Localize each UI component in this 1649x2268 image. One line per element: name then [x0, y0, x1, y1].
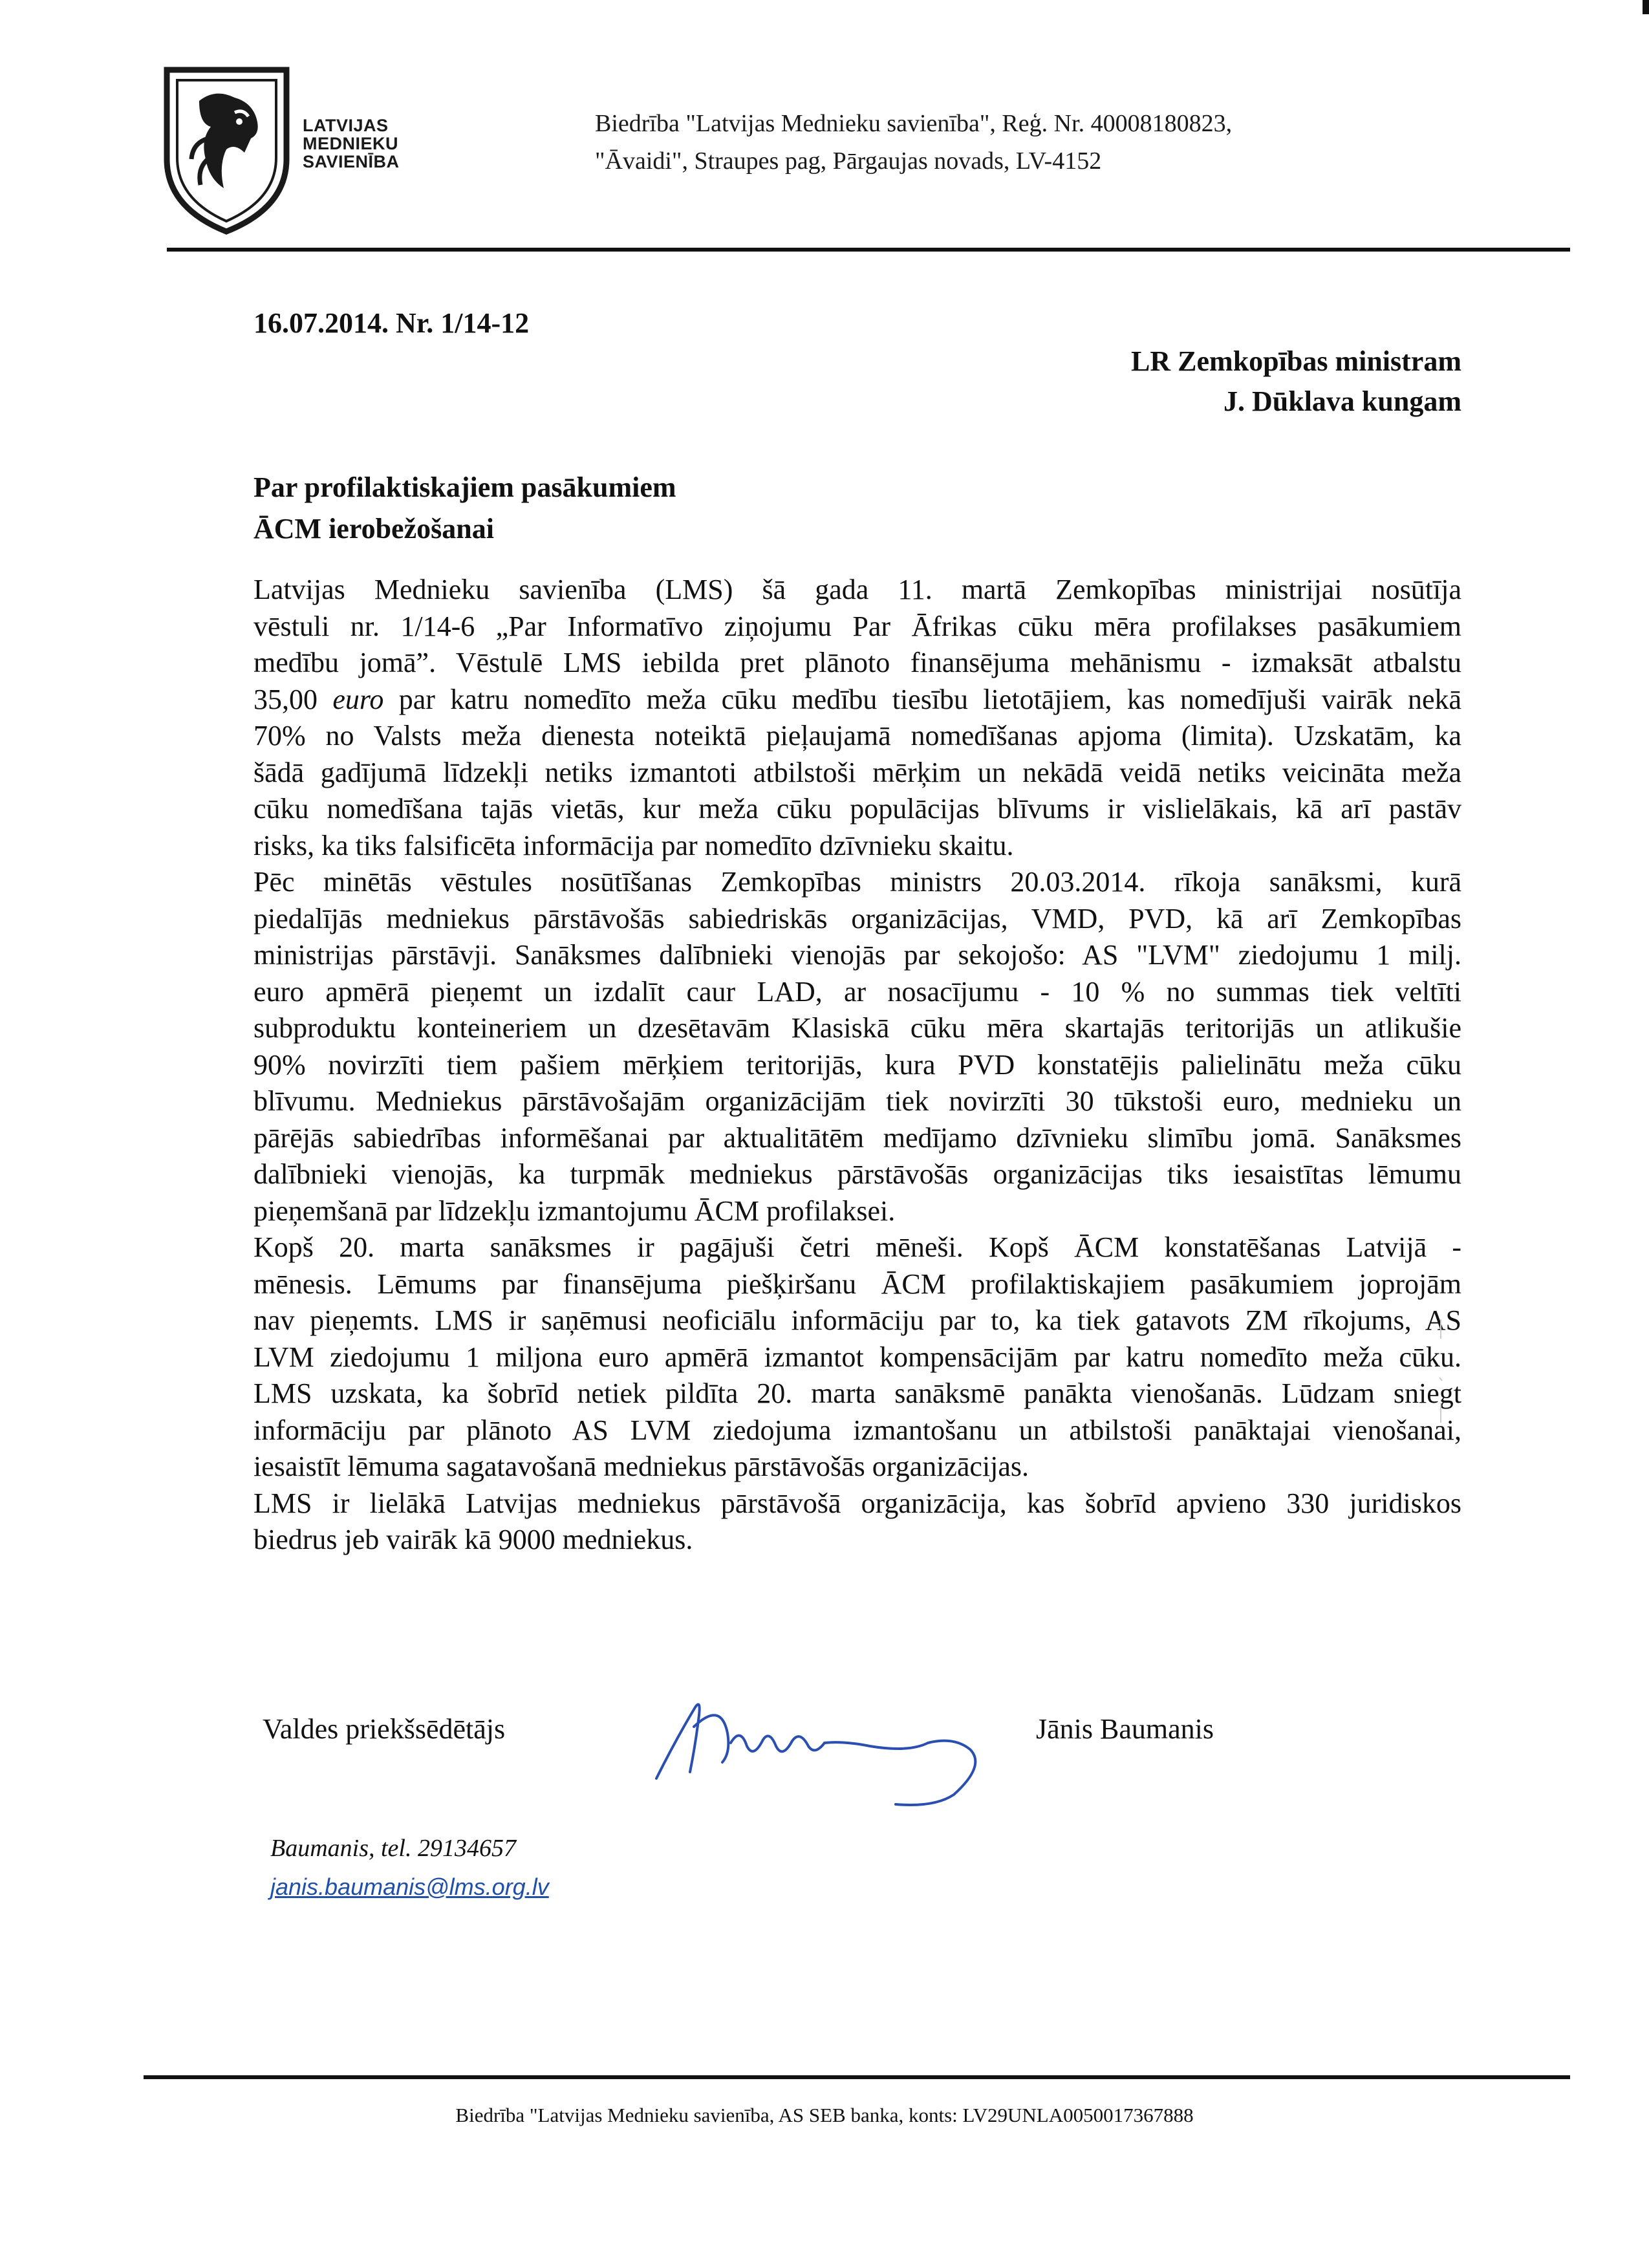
body-line: šādā gadījumā līdzekļi netiks izmantoti atbilstoši mērķim un nekādā veidā netiks veicināta meža [253, 756, 1461, 788]
body-line-rest: par katru nomedīto meža cūku medību tiesību lietotājiem, kas nomedījuši vairāk nekā [398, 683, 1462, 715]
body-line: medību jomā”. Vēstulē LMS iebilda pret plānoto finansējuma mehānismu - izmaksāt atbalstu [253, 647, 1461, 678]
contact-email-link[interactable]: janis.baumanis@lms.org.lv [270, 1874, 549, 1900]
footer-bank-details: Biedrība "Latvijas Mednieku savienība, AS SEB banka, konts: LV29UNLA0050017367888 [455, 2104, 1194, 2126]
logo-line: SAVIENĪBA [303, 152, 400, 171]
body-line: Pēc minētās vēstules nosūtīšanas Zemkopības ministrs 20.03.2014. rīkoja sanāksmi, kurā [253, 866, 1461, 898]
body-line: subproduktu konteineriem un dzesētavām Klasiskā cūku mēra skartajās teritorijās un atlikušie [253, 1012, 1461, 1044]
body-line: blīvumu. Medniekus pārstāvošajām organizācijām tiek novirzīti 30 tūkstoši euro, mednieku un [253, 1085, 1461, 1117]
contact-block [270, 1829, 549, 1906]
body-line: vēstuli nr. 1/14-6 „Par Informatīvo ziņojumu Par Āfrikas cūku mēra profilakses pasākumiem [253, 610, 1461, 642]
body-line: risks, ka tiks falsificēta informācija par nomedīto dzīvnieku skaitu. [253, 829, 1014, 861]
recipient-line-1: LR Zemkopības ministram [1131, 345, 1461, 377]
body-line: LVM ziedojumu 1 miljona euro apmērā izmantot kompensācijām par katru nomedīto meža cūku. [253, 1341, 1461, 1373]
address-line-1: Biedrība "Latvijas Mednieku savienība", Reģ. Nr. 40008180823, [595, 110, 1233, 137]
letter-subject [253, 467, 676, 550]
body-line: 70% no Valsts meža dienesta noteiktā pieļaujamā nomedīšanas apjoma (limita). Uzskatām, ka [253, 720, 1461, 751]
paragraph-3 [253, 1229, 1461, 1485]
recipient-block [1131, 341, 1461, 422]
body-line: euro apmērā pieņemt un izdalīt caur LAD, ar nosacījumu - 10 % no summas tiek veltīti [253, 975, 1461, 1008]
body-line: cūku nomedīšana tajās vietās, kur meža cūku populācijas blīvums ir vislielākais, kā arī pastāv [253, 793, 1461, 825]
signatory-role: Valdes priekšsēdētājs [263, 1713, 506, 1745]
body-line: iesaistīt lēmuma sagatavošanā medniekus pārstāvošās organizācijas. [253, 1451, 1029, 1482]
body-line: LMS ir lielākā Latvijas medniekus pārstāvošā organizācija, kas šobrīd apvieno 330 juridiskos [253, 1487, 1461, 1519]
paragraph-1 [253, 572, 1461, 864]
body-line: piedalījās medniekus pārstāvošās sabiedriskās organizācijas, VMD, PVD, kā arī Zemkopības [253, 902, 1461, 934]
subject-line-1: Par profilaktiskajiem pasākumiem [253, 471, 676, 503]
body-line: informāciju par plānoto AS LVM ziedojuma izmantošanu un atbilstoši panāktajai vienošanai, [253, 1414, 1461, 1446]
footer-divider [144, 2075, 1570, 2079]
scan-margin-marks [1434, 1319, 1447, 1837]
body-line: Kopš 20. marta sanāksmes ir pagājuši četri mēneši. Kopš ĀCM konstatēšanas Latvijā - [253, 1231, 1461, 1263]
body-line: 90% novirzīti tiem pašiem mērķiem teritorijās, kura PVD konstatējis palielinātu meža cūku [253, 1048, 1461, 1081]
contact-phone-line: Baumanis, tel. 29134657 [270, 1835, 516, 1862]
body-line-with-euro: 35,00 euro par katru nomedīto meža cūku medību tiesību lietotājiem, kas nomedījuši vairāk nekā [253, 683, 1462, 715]
body-line: nav pieņemts. LMS ir saņēmusi neoficiālu informāciju par to, ka tiek gatavots ZM rīkojums, AS [253, 1304, 1461, 1336]
body-line: dalībnieki vienojās, ka turpmāk medniekus pārstāvošās organizācijas tiks iesaistītas lēmumu [253, 1158, 1461, 1190]
letterhead-divider [167, 248, 1570, 252]
body-line: LMS uzskata, ka šobrīd netiek pildīta 20. marta sanāksmē panākta vienošanās. Lūdzam sniegt [253, 1377, 1461, 1409]
scan-edge-mark [1643, 0, 1649, 14]
paragraph-2 [253, 864, 1461, 1229]
logo-line: LATVIJAS [303, 116, 389, 135]
body-line: mēnesis. Lēmums par finansējuma piešķiršanu ĀCM profilaktiskajiem pasākumiem joprojām [253, 1268, 1461, 1300]
recipient-line-2: J. Dūklava kungam [1223, 385, 1461, 417]
body-line: ministrijas pārstāvji. Sanāksmes dalībnieki vienojās par sekojošo: AS "LVM" ziedojumu 1 milj. [253, 939, 1461, 971]
body-line: Latvijas Mednieku savienība (LMS) šā gada 11. martā Zemkopības ministrijai nosūtīja [253, 574, 1461, 605]
body-line: biedrus jeb vairāk kā 9000 medniekus. [253, 1524, 693, 1555]
body-line: pieņemšanā par līdzekļu izmantojumu ĀCM profilaksei. [253, 1194, 896, 1227]
signatory-name: Jānis Baumanis [1036, 1713, 1214, 1745]
paragraph-4 [253, 1485, 1461, 1559]
organization-address [595, 105, 1232, 180]
date-and-reference-number: 16.07.2014. Nr. 1/14-12 [253, 307, 530, 339]
handwritten-signature [650, 1681, 999, 1811]
letter-body [253, 572, 1461, 1559]
address-line-2: "Āvaidi", Straupes pag, Pārgaujas novads, LV-4152 [595, 147, 1102, 175]
logo-line: MEDNIEKU [303, 134, 399, 153]
logo-wordmark [303, 116, 400, 171]
subject-line-2: ĀCM ierobežošanai [253, 513, 494, 545]
body-line: pārējās sabiedrības informēšanai par aktualitātēm medījamo dzīvnieku slimību jomā. Sanāksmes [253, 1121, 1461, 1154]
boar-shield-logo-icon [154, 62, 299, 237]
